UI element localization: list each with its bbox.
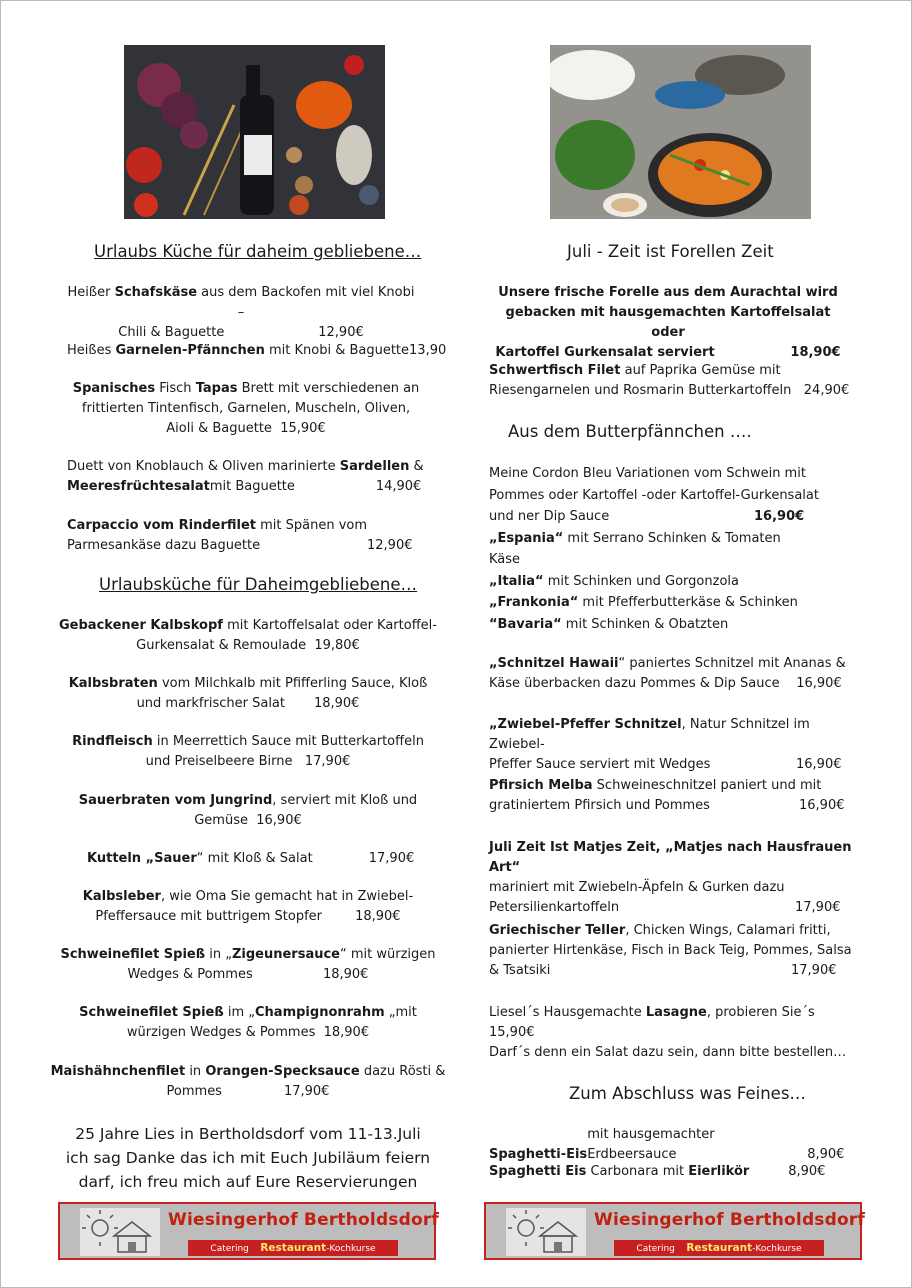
harvest-wine-photo — [124, 45, 385, 219]
anniversary-line: 25 Jahre Lies in Bertholdsdorf vom 11-13.Juli — [75, 1125, 421, 1143]
logo-tagline: Catering Restaurant-Kochkurse — [614, 1240, 824, 1256]
anniversary-message — [48, 1122, 448, 1194]
fish-soup-photo — [550, 45, 811, 219]
logo-title: Wiesingerhof Bertholdsdorf — [594, 1210, 866, 1230]
menu-item-spaghetti-eis: Spaghetti-Eismit hausgemachter Erdbeersauce 8,90€ — [489, 1127, 845, 1162]
menu-item-maishaehnchen: Maishähnchenfilet in Orangen-Specksauce dazu Rösti & Pommes 17,90€ — [50, 1064, 446, 1099]
menu-item-carpaccio: Carpaccio vom Rinderfilet mit Spänen vom Parmesankäse dazu Baguette 12,90€ — [67, 518, 413, 553]
menu-item-kutteln: Kutteln „Sauer“ mit Kloß & Salat 17,90€ — [87, 851, 415, 866]
menu-item-schwertfisch: Schwertfisch Filet auf Paprika Gemüse mit Riesengarnelen und Rosmarin Butterkartoffeln 24,90€ — [489, 363, 850, 398]
wiesingerhof-logo-right — [484, 1202, 866, 1260]
logo-tagline: Catering Restaurant-Kochkurse — [188, 1240, 398, 1256]
menu-item-cordon-bleu: Meine Cordon Bleu Variationen vom Schwein mit Pommes oder Kartoffel -oder Kartoffel-Gurkensalat und ner Dip Sauce 16,90€ „Espania“ mit Serrano Schinken & Tomaten Käse „Italia“ mit Schinken und Gorgonzola „Frankonia“ mit Pfefferbutterkäse & Schinken “Bavaria“ mit Schinken & Obatzten — [489, 466, 819, 632]
menu-item-schweinefilet-zigeuner: Schweinefilet Spieß in „Zigeunersauce“ mit würzigen Wedges & Pommes 18,90€ — [60, 947, 436, 982]
right-heading-2: Aus dem Butterpfännchen …. — [508, 422, 752, 441]
menu-item-lasagne: Liesel´s Hausgemachte Lasagne, probieren Sie´s 15,90€ — [489, 1005, 815, 1040]
menu-item-sardellen: Duett von Knoblauch & Oliven marinierte Sardellen & Meeresfrüchtesalatmit Baguette 14,90€ — [67, 459, 424, 494]
sun-house-logo-icon — [80, 1208, 160, 1256]
menu-item-kalbskopf: Gebackener Kalbskopf mit Kartoffelsalat oder Kartoffel- Gurkensalat & Remoulade 19,80€ — [59, 618, 437, 653]
left-heading-1: Urlaubs Küche für daheim gebliebene… — [94, 242, 422, 261]
menu-item-schafskaese: Heißer Schafskäse aus dem Backofen mit viel Knobi – Chili & Baguette 12,90€ — [67, 285, 415, 340]
sun-house-logo-icon — [506, 1208, 586, 1256]
menu-item-forelle: Unsere frische Forelle aus dem Aurachtal wird gebacken mit hausgemachten Kartoffelsalat oder Kartoffel Gurkensalat serviert 18,90€ — [495, 285, 841, 360]
anniversary-line: darf, ich freu mich auf Eure Reservierungen — [78, 1173, 418, 1191]
menu-item-schweinefilet-champignon: Schweinefilet Spieß im „Champignonrahm „mit würzigen Wedges & Pommes 18,90€ — [79, 1005, 417, 1040]
menu-item-zwiebel-pfeffer-schnitzel: „Zwiebel-Pfeffer Schnitzel, Natur Schnitzel im Zwiebel- Pfeffer Sauce serviert mit Wedges 16,90€ — [489, 717, 842, 772]
left-heading-2: Urlaubsküche für Daheimgebliebene… — [99, 575, 418, 594]
menu-item-spaghetti-eis-carbonara: Spaghetti Eis Carbonara mit Eierlikör 8,90€ — [489, 1164, 826, 1179]
menu-item-sauerbraten: Sauerbraten vom Jungrind, serviert mit Kloß und Gemüse 16,90€ — [78, 793, 418, 828]
right-heading-3: Zum Abschluss was Feines… — [569, 1084, 806, 1103]
menu-item-griechischer-teller: Griechischer Teller, Chicken Wings, Calamari fritti, panierter Hirtenkäse, Fisch in Back Teig, Pommes, Salsa & Tsatsiki 17,90€ — [489, 923, 852, 978]
anniversary-line: ich sag Danke das ich mit Euch Jubiläum feiern — [65, 1149, 431, 1167]
salad-note: Darf´s denn ein Salat dazu sein, dann bitte bestellen… — [489, 1045, 847, 1060]
menu-item-rindfleisch: Rindfleisch in Meerrettich Sauce mit Butterkartoffeln und Preiselbeere Birne 17,90€ — [72, 734, 424, 769]
menu-item-pfirsich-melba: Pfirsich Melba Schweineschnitzel paniert und mit gratiniertem Pfirsich und Pommes 16,90€ — [489, 778, 845, 813]
menu-item-garnelen: Heißes Garnelen-Pfännchen mit Knobi & Baguette13,90 — [67, 343, 447, 358]
right-heading-1: Juli - Zeit ist Forellen Zeit — [567, 242, 774, 261]
menu-item-kalbsleber: Kalbsleber, wie Oma Sie gemacht hat in Zwiebel- Pfeffersauce mit buttrigem Stopfer 18,90€ — [82, 889, 414, 924]
menu-item-tapas: Spanisches Fisch Tapas Brett mit verschiedenen an frittierten Tintenfisch, Garnelen, Muscheln, Oliven, Aioli & Baguette 15,90€ — [72, 381, 420, 436]
logo-title: Wiesingerhof Bertholdsdorf — [168, 1210, 440, 1230]
wiesingerhof-logo-left — [58, 1202, 440, 1260]
menu-item-schnitzel-hawaii: „Schnitzel Hawaii“ paniertes Schnitzel mit Ananas & Käse überbacken dazu Pommes & Dip Sauce 16,90€ — [489, 656, 846, 691]
menu-item-kalbsbraten: Kalbsbraten vom Milchkalb mit Pfifferling Sauce, Kloß und markfrischer Salat 18,90€ — [68, 676, 428, 711]
menu-item-matjes: Juli Zeit Ist Matjes Zeit, „Matjes nach Hausfrauen Art“ mariniert mit Zwiebeln-Äpfeln & Gurken dazu Petersilienkartoffeln 17,90€ — [489, 840, 852, 915]
